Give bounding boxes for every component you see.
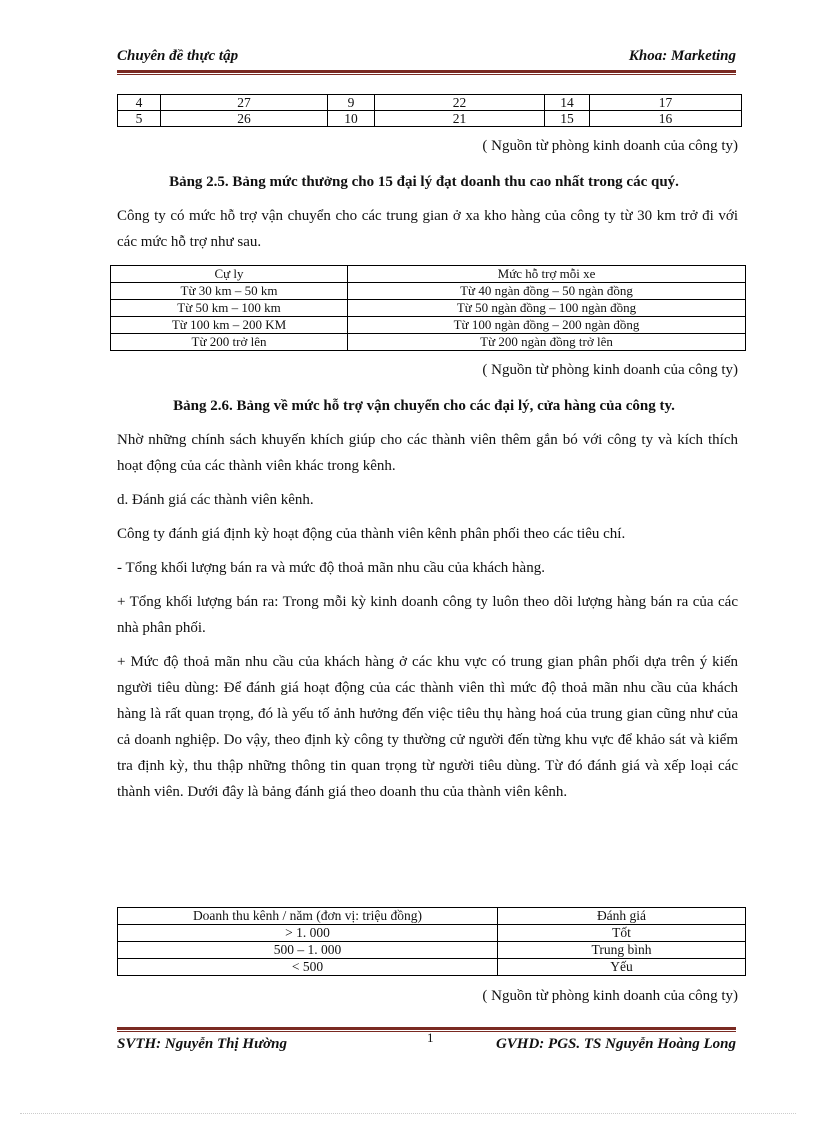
table-cell: Từ 200 ngàn đồng trở lên (348, 334, 746, 351)
table-cell: 22 (375, 95, 545, 111)
section-heading: d. Đánh giá các thành viên kênh. (117, 492, 314, 508)
table-cell: Yếu (498, 959, 746, 976)
paragraph: + Tổng khối lượng bán ra: Trong mỗi kỳ kinh doanh công ty luôn theo dõi lượng hàng bán ra của các nhà phân phối. (117, 594, 738, 636)
column-header: Mức hỗ trợ mỗi xe (348, 266, 746, 283)
paragraph: Công ty đánh giá định kỳ hoạt động của thành viên kênh phân phối theo các tiêu chí. (117, 526, 626, 542)
header-right: Khoa: Marketing (628, 48, 736, 64)
table-cell: Tốt (498, 925, 746, 942)
table-row (118, 111, 742, 127)
paragraph: - Tổng khối lượng bán ra và mức độ thoả mãn nhu cầu của khách hàng. (117, 560, 545, 576)
table-cell: Từ 50 km – 100 km (111, 300, 348, 317)
footer-student: SVTH: Nguyễn Thị Hường (117, 1036, 287, 1052)
reward-table (117, 94, 742, 127)
table-row (118, 925, 746, 942)
table-caption: Bảng 2.5. Bảng mức thưởng cho 15 đại lý đạt doanh thu cao nhất trong các quý. (169, 174, 679, 190)
table-cell: Từ 30 km – 50 km (111, 283, 348, 300)
page-footer (117, 1030, 736, 1058)
header-rule (117, 70, 736, 75)
table-row (118, 942, 746, 959)
paragraph: + Mức độ thoả mãn nhu cầu của khách hàng ở các khu vực có trung gian phân phối dựa trên ý kiến người tiêu dùng: Để đánh giá hoạt động của các thành viên thì mức độ thoả mãn nhu cầu của khách hàng là rất quan trọng, đó là yếu tố ảnh hưởng đến việc tiêu thụ hàng hoá của trung gian cũng như của cả doanh nghiệp. Do vậy, theo định kỳ công ty thường cử người đến từng khu vực để khảo sát và kiểm tra định kỳ, thu thập những thông tin quan trọng từ người tiêu dùng. Từ đó đánh giá và xếp loại các thành viên. Dưới đây là bảng đánh giá theo doanh thu của thành viên kênh. (117, 654, 738, 800)
table-cell: 5 (118, 111, 161, 127)
table-caption: Bảng 2.6. Bảng về mức hỗ trợ vận chuyển cho các đại lý, cửa hàng của công ty. (173, 398, 675, 414)
table-header-row (111, 266, 746, 283)
table-cell: Từ 40 ngàn đồng – 50 ngàn đồng (348, 283, 746, 300)
table-cell: 15 (545, 111, 590, 127)
table-source-note: ( Nguồn từ phòng kinh doanh của công ty) (482, 988, 738, 1004)
table-cell: > 1. 000 (118, 925, 498, 942)
table-header-row (118, 908, 746, 925)
shipping-support-table (110, 265, 746, 351)
table-row (111, 334, 746, 351)
table-row (118, 959, 746, 976)
table-cell: 27 (161, 95, 328, 111)
table-cell: 10 (328, 111, 375, 127)
table-cell: 4 (118, 95, 161, 111)
table-cell: Từ 100 km – 200 KM (111, 317, 348, 334)
paragraph: Công ty có mức hỗ trợ vận chuyển cho các trung gian ở xa kho hàng của công ty từ 30 km trở đi với các mức hỗ trợ như sau. (117, 208, 738, 250)
table-cell: 21 (375, 111, 545, 127)
page-header (117, 48, 736, 70)
table-row (111, 317, 746, 334)
table-cell: Từ 200 trở lên (111, 334, 348, 351)
table-cell: 9 (328, 95, 375, 111)
page-number: 1 (427, 1030, 434, 1045)
table-cell: 26 (161, 111, 328, 127)
page-edge (20, 1113, 796, 1114)
table-cell: 500 – 1. 000 (118, 942, 498, 959)
table-cell: 14 (545, 95, 590, 111)
paragraph: Nhờ những chính sách khuyến khích giúp cho các thành viên thêm gắn bó với công ty và kích thích hoạt động của các thành viên khác trong kênh. (117, 432, 738, 474)
table-cell: 17 (590, 95, 742, 111)
evaluation-table (117, 907, 746, 976)
table-cell: Từ 100 ngàn đồng – 200 ngàn đồng (348, 317, 746, 334)
table-row (111, 300, 746, 317)
table-source-note: ( Nguồn từ phòng kinh doanh của công ty) (482, 138, 738, 154)
footer-advisor: GVHD: PGS. TS Nguyễn Hoàng Long (495, 1036, 736, 1052)
table-row (118, 95, 742, 111)
table-cell: Trung bình (498, 942, 746, 959)
table-cell: 16 (590, 111, 742, 127)
column-header: Cự ly (111, 266, 348, 283)
column-header: Doanh thu kênh / năm (đơn vị: triệu đồng) (118, 908, 498, 925)
table-cell: < 500 (118, 959, 498, 976)
column-header: Đánh giá (498, 908, 746, 925)
table-row (111, 283, 746, 300)
header-left: Chuyên đề thực tập (117, 48, 239, 64)
table-cell: Từ 50 ngàn đồng – 100 ngàn đồng (348, 300, 746, 317)
table-source-note: ( Nguồn từ phòng kinh doanh của công ty) (482, 362, 738, 378)
